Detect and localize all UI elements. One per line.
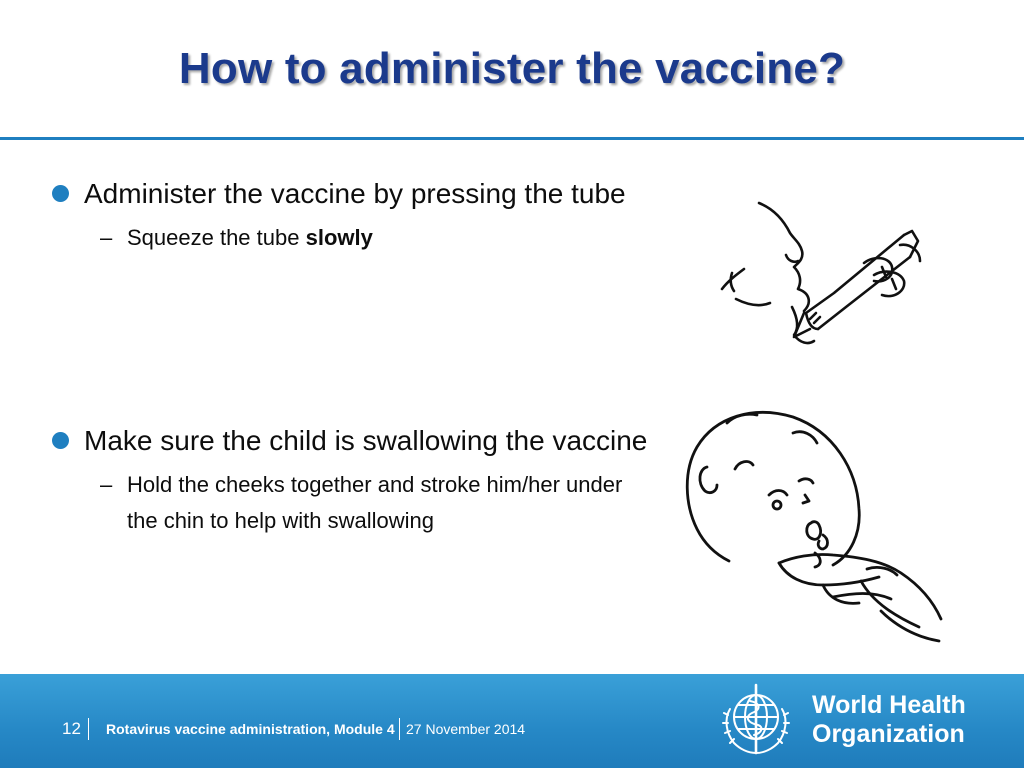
sub-bullet-text-2: Hold the cheeks together and stroke him/her under the chin to help with swallowing bbox=[127, 472, 623, 533]
dash-marker: – bbox=[100, 225, 113, 250]
bullet-item-1 bbox=[52, 174, 652, 214]
org-name-line1: World Health bbox=[812, 691, 966, 719]
org-name-line2: Organization bbox=[812, 720, 965, 748]
tube-feeding-drawing bbox=[714, 195, 924, 360]
sub-bullet-1 bbox=[52, 220, 652, 256]
bullet-dot-icon bbox=[52, 432, 69, 449]
who-emblem-icon bbox=[720, 679, 792, 759]
title-divider bbox=[0, 137, 1024, 140]
sub-bullet-text-1: Squeeze the tube bbox=[127, 225, 306, 250]
bullet-block-1 bbox=[52, 174, 652, 256]
bullet-item-2 bbox=[52, 421, 652, 461]
bullet-block-2 bbox=[52, 421, 652, 539]
bullet-text-1: Administer the vaccine by pressing the tube bbox=[84, 178, 626, 209]
footer-separator bbox=[88, 718, 89, 740]
footer-date: 27 November 2014 bbox=[406, 721, 526, 737]
bullet-text-2: Make sure the child is swallowing the vaccine bbox=[84, 425, 648, 456]
course-title: Rotavirus vaccine administration, Module 4 bbox=[106, 721, 395, 737]
sub-bullet-emphasis: slowly bbox=[305, 225, 373, 250]
dash-marker: – bbox=[100, 472, 113, 497]
bullet-dot-icon bbox=[52, 185, 69, 202]
footer-separator bbox=[399, 718, 400, 740]
page-number: 12 bbox=[62, 719, 81, 738]
child-swallowing-drawing bbox=[683, 405, 953, 650]
sub-bullet-2 bbox=[52, 467, 652, 539]
slide-title: How to administer the vaccine? bbox=[178, 44, 846, 93]
